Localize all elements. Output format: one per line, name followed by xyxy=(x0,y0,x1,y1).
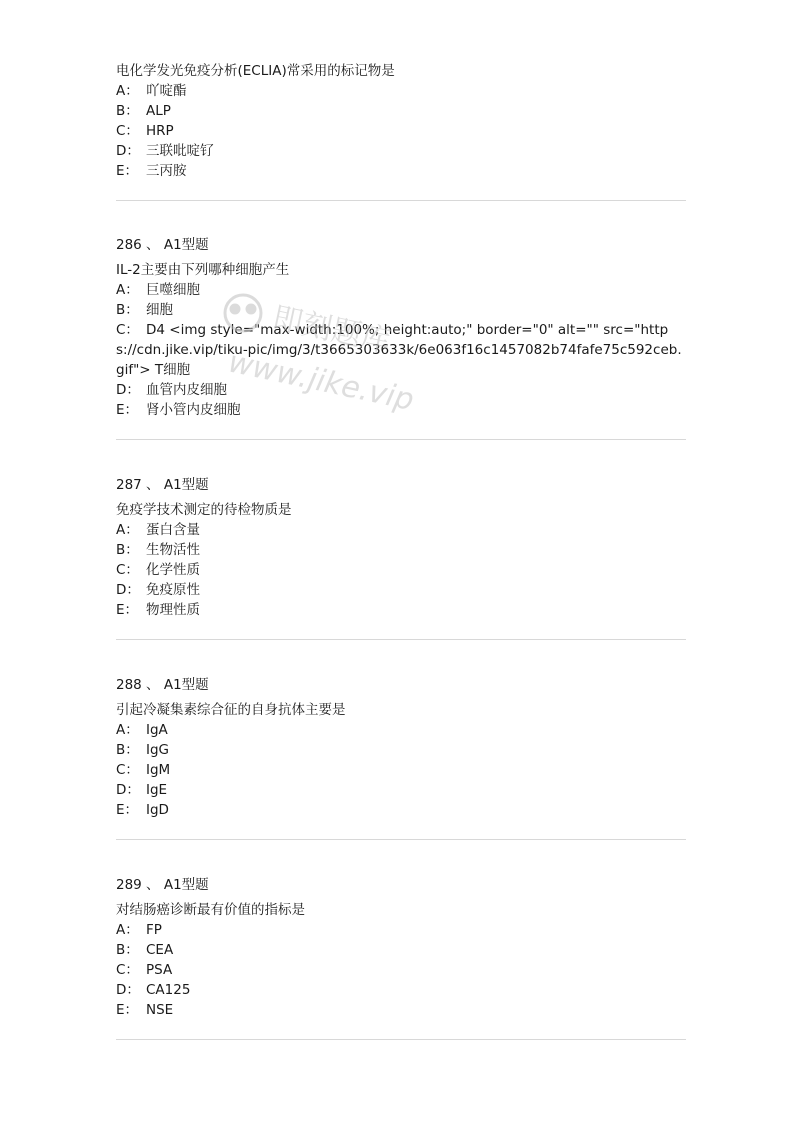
option-letter: C： xyxy=(116,762,139,778)
option-text: 免疫原性 xyxy=(146,582,200,598)
divider xyxy=(116,1039,686,1040)
option-text: HRP xyxy=(146,123,174,139)
option-text: D4 <img style="max-width:100%; height:auto;" border="0" alt="" src="https://cdn.jike.vip/tiku-pic/img/3/t3665303633k/6e063f16c1457082b74fafe75c592ceb.gif"> T细胞 xyxy=(116,322,682,378)
option-b xyxy=(116,540,686,560)
option-d xyxy=(116,141,686,161)
option-e xyxy=(116,161,686,181)
option-letter: B： xyxy=(116,103,139,119)
watermark-brand-url: www.jike.vip xyxy=(225,344,417,418)
option-c xyxy=(116,121,686,141)
option-a xyxy=(116,280,686,300)
question-stem: 引起冷凝集素综合征的自身抗体主要是 xyxy=(116,702,346,718)
option-text: 物理性质 xyxy=(146,602,200,618)
option-letter: B： xyxy=(116,942,139,958)
option-text: 蛋白含量 xyxy=(146,522,200,538)
option-letter: E： xyxy=(116,1002,139,1018)
option-d xyxy=(116,580,686,600)
option-letter: A： xyxy=(116,522,139,538)
option-letter: B： xyxy=(116,302,139,318)
option-text: CA125 xyxy=(146,982,191,998)
question-header: 287 、 A1型题 xyxy=(116,477,209,493)
option-text: 吖啶酯 xyxy=(146,83,187,99)
option-c xyxy=(116,760,686,780)
option-letter: A： xyxy=(116,722,139,738)
option-letter: D： xyxy=(116,782,140,798)
option-text: 化学性质 xyxy=(146,562,200,578)
option-b xyxy=(116,740,686,760)
option-e xyxy=(116,400,686,420)
divider xyxy=(116,439,686,440)
option-a xyxy=(116,920,686,940)
question-stem: 电化学发光免疫分析(ECLIA)常采用的标记物是 xyxy=(116,63,395,79)
option-letter: C： xyxy=(116,322,139,338)
option-text: 巨噬细胞 xyxy=(146,282,200,298)
option-text: IgA xyxy=(146,722,168,738)
option-letter: A： xyxy=(116,282,139,298)
option-c xyxy=(116,560,686,580)
option-text: IgM xyxy=(146,762,171,778)
option-letter: A： xyxy=(116,83,139,99)
option-text: 肾小管内皮细胞 xyxy=(146,402,241,418)
option-letter: D： xyxy=(116,982,140,998)
question-block-285 xyxy=(116,61,686,181)
option-text: 细胞 xyxy=(146,302,173,318)
option-text: 生物活性 xyxy=(146,542,200,558)
option-letter: E： xyxy=(116,602,139,618)
question-header: 288 、 A1型题 xyxy=(116,677,209,693)
question-block-287 xyxy=(116,475,686,620)
option-letter: C： xyxy=(116,123,139,139)
option-letter: B： xyxy=(116,742,139,758)
option-a xyxy=(116,520,686,540)
option-text: IgE xyxy=(146,782,168,798)
option-letter: D： xyxy=(116,143,140,159)
question-header: 289 、 A1型题 xyxy=(116,877,209,893)
option-text: CEA xyxy=(146,942,174,958)
option-letter: C： xyxy=(116,562,139,578)
option-e xyxy=(116,600,686,620)
option-letter: C： xyxy=(116,962,139,978)
divider xyxy=(116,200,686,201)
option-letter: D： xyxy=(116,382,140,398)
option-c xyxy=(116,320,686,380)
option-b xyxy=(116,940,686,960)
question-block-288 xyxy=(116,675,686,820)
option-text: NSE xyxy=(146,1002,174,1018)
divider xyxy=(116,839,686,840)
option-b xyxy=(116,101,686,121)
option-text: 三丙胺 xyxy=(146,163,187,179)
option-a xyxy=(116,720,686,740)
option-d xyxy=(116,380,686,400)
option-text: IgG xyxy=(146,742,170,758)
option-e xyxy=(116,800,686,820)
option-e xyxy=(116,1000,686,1020)
option-text: PSA xyxy=(146,962,173,978)
option-text: ALP xyxy=(146,103,171,119)
option-text: IgD xyxy=(146,802,169,818)
question-stem: 对结肠癌诊断最有价值的指标是 xyxy=(116,902,305,918)
question-header: 286 、 A1型题 xyxy=(116,237,209,253)
option-letter: D： xyxy=(116,582,140,598)
option-letter: E： xyxy=(116,163,139,179)
option-letter: B： xyxy=(116,542,139,558)
option-letter: E： xyxy=(116,802,139,818)
option-a xyxy=(116,81,686,101)
question-stem: 免疫学技术测定的待检物质是 xyxy=(116,502,292,518)
question-stem: IL-2主要由下列哪种细胞产生 xyxy=(116,262,290,278)
option-letter: A： xyxy=(116,922,139,938)
divider xyxy=(116,639,686,640)
watermark-brand-cn: 即刻题库 xyxy=(269,300,394,360)
option-letter: E： xyxy=(116,402,139,418)
question-block-286 xyxy=(116,235,686,420)
option-b xyxy=(116,300,686,320)
option-text: FP xyxy=(146,922,162,938)
option-d xyxy=(116,780,686,800)
option-d xyxy=(116,980,686,1000)
option-text: 三联吡啶钌 xyxy=(146,143,214,159)
question-block-289 xyxy=(116,875,686,1020)
option-c xyxy=(116,960,686,980)
option-text: 血管内皮细胞 xyxy=(146,382,227,398)
